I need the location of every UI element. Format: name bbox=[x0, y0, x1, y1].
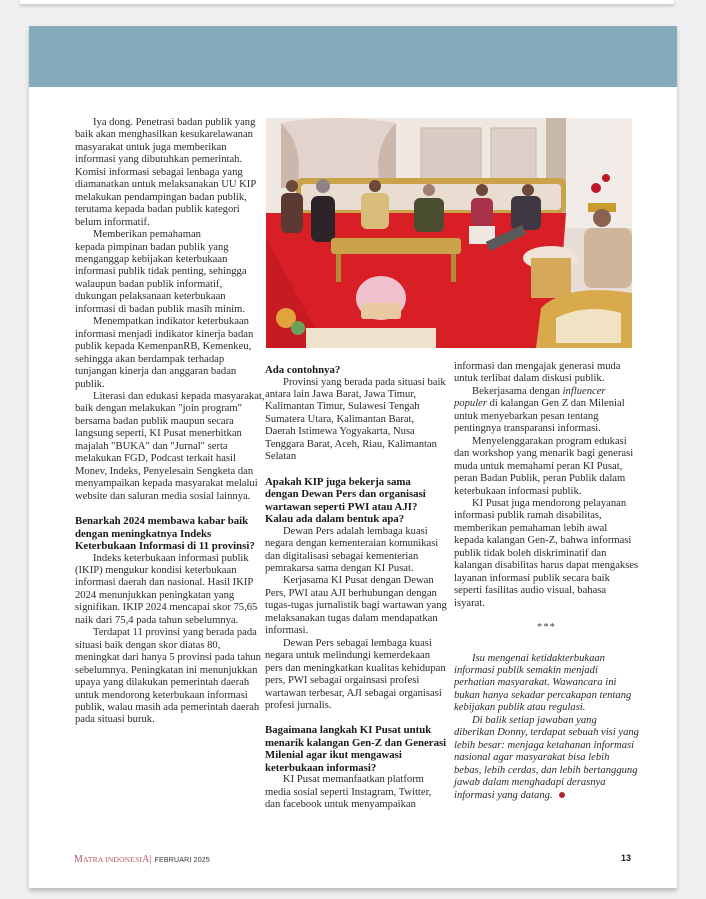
magazine-page bbox=[29, 26, 677, 888]
text-run: di kalangan Gen Z dan Milenial untuk menyebarkan pesan tentang pentingnya transparansi informasi. bbox=[454, 398, 625, 435]
body-paragraph: Memberikan pemahaman bbox=[93, 229, 201, 241]
issue-date: FEBRUARI 2025 bbox=[154, 857, 210, 864]
section-heading: Benarkah 2024 membawa kabar baik dengan meningkatnya Indeks Keterbukaan Informasi di 11 provinsi? bbox=[75, 515, 255, 553]
end-bullet-icon bbox=[559, 792, 565, 798]
text-run: Di balik setiap jawaban yang diberikan Donny, terdapat sebuah visi yang lebih besar: menjaga ketahanan informasi nasional agar masyarakat bisa lebih bebas, lebih cerdas, dan lebih bertanggung jawab dalam menghadapi derasnya informasi yang datang. bbox=[454, 714, 639, 801]
section-heading: Bagaimana langkah KI Pusat untuk menarik kalangan Gen-Z dan Generasi Milenial agar ikut mengawasi keterbukaan informasi? bbox=[265, 724, 447, 774]
body-paragraph: Provinsi yang berada pada situasi baik antara lain Jawa Barat, Jawa Timur, Kalimantan Timur, Sulawesi Tengah Sumatera Utara, Kalimantan Barat, Daerah Istimewa Yogyakarta, Nusa Tenggara Barat, Aceh, Riau, Kalimantan Selatan bbox=[265, 376, 446, 463]
article-column-2 bbox=[265, 364, 447, 812]
brand-logo: MATRA INDONESIA bbox=[74, 854, 150, 865]
section-separator: *** bbox=[537, 622, 556, 634]
body-paragraph: Kerjasama KI Pusat dengan Dewan Pers, PWI atau AJI berhubungan dengan tugas-tugas jurnalistik bagi wartawan yang melaksanakan tugas dalam mendapatkan informasi. bbox=[265, 575, 447, 637]
article-column-3 bbox=[454, 361, 639, 802]
body-paragraph bbox=[454, 386, 639, 436]
body-paragraph: Iya dong. Penetrasi badan publik yang baik akan menghasilkan kesukarelawanan masyarakat untuk juga memberikan informasi yang dibutuhkan pemerintah. Komisi informasi sebagai lenbaga yang diamanatkan untuk melaksanakan UU KIP melakukan pendampingan badan publik, terutama kepada badan publik kategori belum informatif. bbox=[75, 117, 256, 228]
body-paragraph: Dewan Pers adalah lembaga kuasi negara dengan kementeraian komunikasi dan digitalisasi sebagai kementerian pemrakarsa sama dengan KI Pusat. bbox=[265, 525, 439, 575]
italic-term: influencer populer bbox=[454, 385, 606, 410]
footer-brand bbox=[74, 854, 210, 865]
body-paragraph: Indeks keterbukaan informasi publik (IKIP) mengukur kondisi keterbukaan informasi daerah dan nasional. Hasil IKIP 2024 menunjukkan peningkatan yang signifikan. IKIP 2024 mencapai skor 75,65 naik dari 75,4 pada tahun sebelumnya. bbox=[75, 552, 258, 626]
article-column-1 bbox=[75, 117, 265, 727]
body-paragraph: Terdapat 11 provinsi yang berada pada situasi baik dengan skor diatas 80, meningkat dari hanya 5 provinsi pada tahun sebelumnya. Peningkatan ini menunjukkan upaya yang dilakukan pemerintah daerah untuk mendorong keterbukaan informasi publik, walau masih ada pemerintah daerah pada situasi buruk. bbox=[75, 627, 261, 726]
header-banner bbox=[29, 26, 677, 87]
closing-paragraph: Isu mengenai ketidakterbukaan informasi publik semakin menjadi perhatian masyarakat. Wawancara ini bukan hanya sekadar percakapan tentang kebijakan publik atau regulasi. bbox=[454, 652, 632, 714]
footer-separator: | bbox=[149, 854, 152, 865]
page-number: 13 bbox=[621, 853, 632, 863]
body-paragraph: Menyelenggarakan program edukasi dan workshop yang menarik bagi generasi muda untuk memahami peran KI Pusat, peran Badan Publik, peran Publik dalam keterbukaan informasi publik. bbox=[454, 435, 634, 497]
body-paragraph: KI Pusat memanfaatkan platform media sosial seperti Instagram, Twitter, dan facebook untuk menyampaikan bbox=[265, 774, 432, 811]
meeting-photo-icon bbox=[266, 118, 632, 348]
text-run: Bekerjasama dengan bbox=[472, 385, 563, 397]
body-paragraph: Dewan Pers sebagai lembaga kuasi negara untuk melindungi kemerdekaan pers dan meningkatkan kualitas kehidupan pers, PWI sebagai orgainsasi profesi wartawan terbesar, AJI sebagai organisasi profesi jurnalis. bbox=[265, 637, 446, 712]
body-paragraph: Literasi dan edukasi kepada masyarakat, baik dengan melakukan "join program" bersama badan publik maupun secara langsung seperti, KI Pusat menerbitkan majalah "BUKA" dan "Jurnal" serta melakukan FGD, Podcast terkait hasil Monev, Indeks, Penyelesain Sengketa dan menyampaikan kepada masyarakat melalui website dan saluran media sosial lainnya. bbox=[75, 390, 265, 502]
body-paragraph: Menempatkan indikator keterbukaan informasi menjadi indikator kinerja badan publik kepada KemenpanRB, Kemenkeu, sehingga akan berdampak terhadap tunjangan kinerja dan anggaran badan publik. bbox=[75, 316, 254, 390]
meeting-photo bbox=[266, 118, 632, 348]
body-paragraph: KI Pusat juga mendorong pelayanan informasi publik ramah disabilitas, memberikan pemahaman lebih awal kepada kalangan Gen-Z, bahwa informasi publik tidak boleh diskriminatif dan kalangan disabilitas harus dapat mengakses layanan informasi publik secara baik seperti fasilitas audio visual, bahasa isyarat. bbox=[454, 497, 639, 609]
body-paragraph: kepada pimpinan badan publik yang menganggap kebijakan keterbukaan informasi publik tidak penting, sehingga walaupun badan publik informatif, dukungan pelaksanaan keterbukaan informasi di badan publik masih minim. bbox=[75, 241, 247, 315]
previous-page-edge bbox=[20, 0, 674, 4]
body-paragraph: informasi dan mengajak generasi muda untuk terlibat dalam diskusi publik. bbox=[454, 361, 621, 385]
section-heading: Apakah KIP juga bekerja sama dengan Dewan Pers dan organisasi wartawan seperti PWI atau AJI? Kalau ada dalam bentuk apa? bbox=[265, 475, 426, 526]
closing-paragraph bbox=[454, 715, 639, 802]
section-heading: Ada contohnya? bbox=[265, 364, 341, 376]
